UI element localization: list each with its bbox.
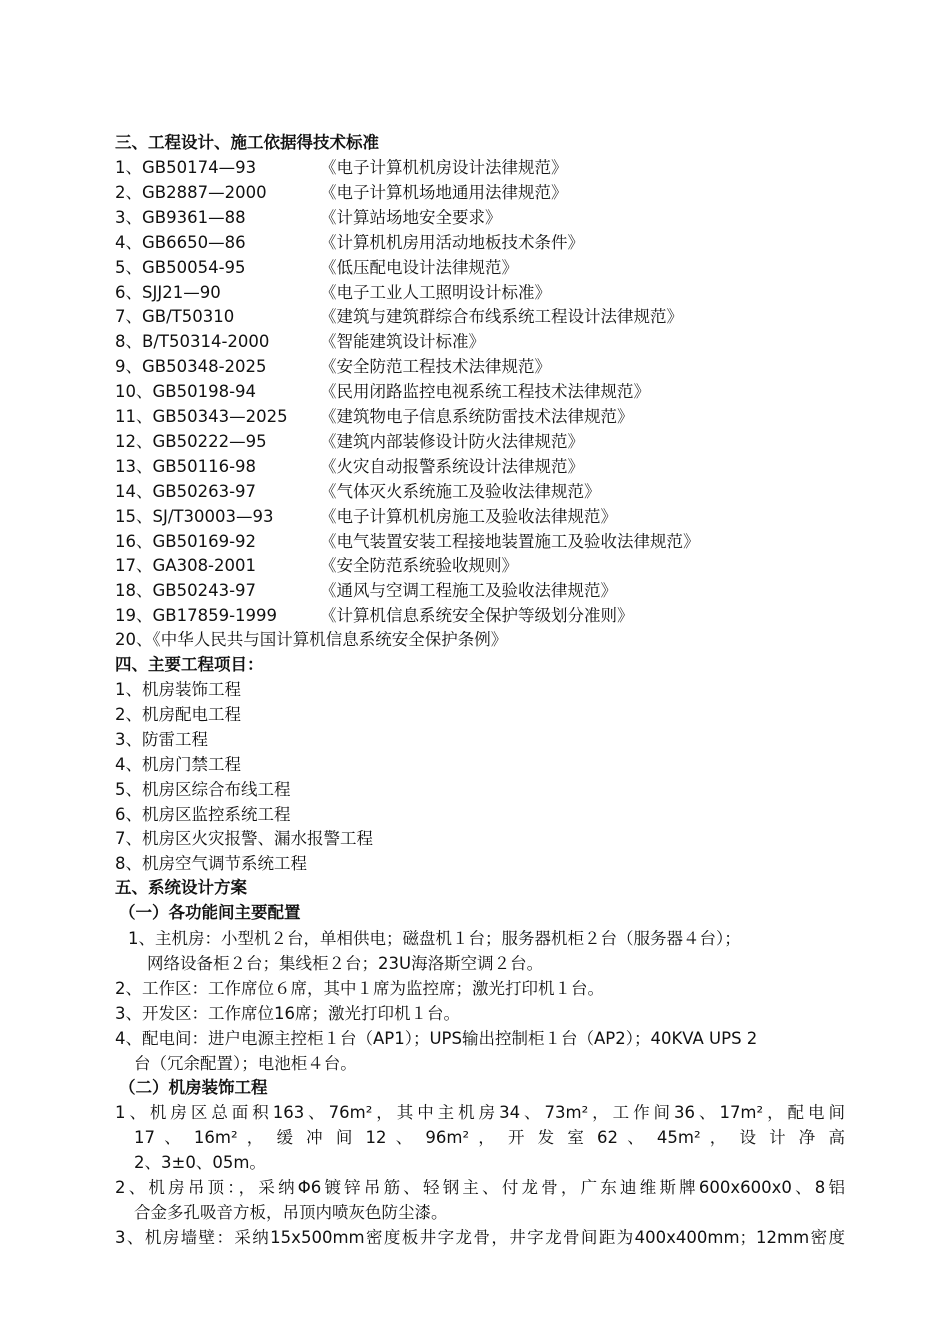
standard-item xyxy=(115,231,584,255)
standard-code: 11、GB50343—2025 xyxy=(115,407,288,426)
decoration-paragraph-1-line-1: 1、机房区总面积163、76m²，其中主机房34、73m²，工作间36、17m²，配电间 xyxy=(115,1103,845,1122)
config-paragraph-4-line-1: 4、配电间：进户电源主控柜１台（AP1）；UPS输出控制柜１台（AP2）；40KVA UPS 2 xyxy=(115,1029,758,1048)
standard-item xyxy=(115,554,518,578)
config-paragraph-3: 3、开发区：工作席位16席；激光打印机１台。 xyxy=(115,1004,460,1023)
config-paragraph-2: 2、工作区：工作席位６席，其中１席为监控席；激光打印机１台。 xyxy=(115,979,604,998)
standard-item xyxy=(115,181,568,205)
standard-item xyxy=(115,505,617,529)
standard-code: 13、GB50116-98 xyxy=(115,456,257,476)
standard-item xyxy=(115,281,551,305)
standard-title: 《火灾自动报警系统设计法律规范》 xyxy=(320,456,584,476)
project-item: 8、机房空气调节系统工程 xyxy=(115,854,307,874)
standard-item xyxy=(115,380,650,404)
standard-code: 19、GB17859-1999 xyxy=(115,606,278,626)
standard-code: 10、GB50198-94 xyxy=(115,382,257,402)
standard-code: 5、GB50054-95 xyxy=(115,257,246,277)
project-item: 3、防雷工程 xyxy=(115,729,208,749)
standard-title: 《智能建筑设计标准》 xyxy=(320,332,485,352)
decoration-paragraph-1-line-3: 2、3±0、05m。 xyxy=(134,1153,266,1172)
decoration-paragraph-3-line-1: 3、机房墙壁：采纳15x500mm密度板井字龙骨，井字龙骨间距为400x400mm；12mm密度 xyxy=(115,1228,845,1247)
standard-title: 《电气装置安装工程接地装置施工及验收法律规范》 xyxy=(320,531,700,551)
project-item: 1、机房装饰工程 xyxy=(115,680,241,699)
standard-item xyxy=(115,156,568,180)
standard-item xyxy=(115,330,485,354)
standard-item xyxy=(115,604,634,628)
standard-item xyxy=(115,256,518,280)
config-paragraph-1-line-1: 1、主机房：小型机２台，单相供电；磁盘机１台；服务器机柜２台（服务器４台）； xyxy=(128,929,741,948)
section5-heading: 五、系统设计方案 xyxy=(115,878,247,897)
standard-title: 《电子工业人工照明设计标准》 xyxy=(320,282,551,302)
standard-code: 4、GB6650—86 xyxy=(115,232,246,252)
standard-code: 16、GB50169-92 xyxy=(115,531,257,551)
standard-item xyxy=(115,579,617,603)
standard-code: 9、GB50348-2025 xyxy=(115,357,267,377)
subsection2-heading: （二）机房装饰工程 xyxy=(119,1078,268,1097)
standard-title: 《计算机机房用活动地板技术条件》 xyxy=(320,232,584,252)
standard-title: 《计算站场地安全要求》 xyxy=(320,207,502,227)
standard-title: 《计算机信息系统安全保护等级划分准则》 xyxy=(320,606,634,626)
standard-code: 6、SJJ21—90 xyxy=(115,282,221,302)
standard-item-20: 20、《中华人民共与国计算机信息系统安全保护条例》 xyxy=(115,630,508,649)
standard-title: 《建筑与建筑群综合布线系统工程设计法律规范》 xyxy=(320,307,683,327)
standard-code: 3、GB9361—88 xyxy=(115,207,246,227)
standard-code: 17、GA308-2001 xyxy=(115,556,257,576)
standard-title: 《安全防范工程技术法律规范》 xyxy=(320,357,551,377)
standard-item xyxy=(115,206,502,230)
decoration-paragraph-1-line-2: 17 、 16m² ， 缓 冲 间 12 、 96m² ， 开 发 室 62 、 45m² ， 设 计 净 高 xyxy=(134,1128,845,1147)
config-paragraph-1-line-2: 网络设备柜２台；集线柜２台；23U海洛斯空调２台。 xyxy=(147,954,544,973)
standard-code: 18、GB50243-97 xyxy=(115,581,257,601)
standard-title: 《电子计算机机房设计法律规范》 xyxy=(320,158,568,177)
decoration-paragraph-2-line-1: 2、机房吊顶：，采纳Φ6镀锌吊筋、轻钢主、付龙骨，广东迪维斯牌600x600x0、8铝 xyxy=(115,1178,845,1197)
decoration-paragraph-2-line-2: 合金多孔吸音方板，吊顶内喷灰色防尘漆。 xyxy=(134,1203,448,1222)
standard-item xyxy=(115,305,683,329)
standard-code: 14、GB50263-97 xyxy=(115,481,257,501)
section3-heading: 三、工程设计、施工依据得技术标准 xyxy=(115,133,379,152)
project-item: 4、机房门禁工程 xyxy=(115,754,241,774)
standard-title: 《通风与空调工程施工及验收法律规范》 xyxy=(320,581,617,601)
standard-title: 《建筑内部装修设计防火法律规范》 xyxy=(320,431,584,451)
standard-item xyxy=(115,355,551,379)
standard-item xyxy=(115,530,700,554)
standard-code: 1、GB50174—93 xyxy=(115,158,257,177)
standard-code: 8、B/T50314-2000 xyxy=(115,332,270,352)
standard-title: 《安全防范系统验收规则》 xyxy=(320,556,518,576)
project-item: 5、机房区综合布线工程 xyxy=(115,779,291,799)
project-item: 7、机房区火灾报警、漏水报警工程 xyxy=(115,829,373,849)
project-item: 6、机房区监控系统工程 xyxy=(115,804,291,824)
standard-item xyxy=(115,455,584,479)
standard-item xyxy=(115,430,584,454)
standard-code: 12、GB50222—95 xyxy=(115,431,267,451)
standard-code: 7、GB/T50310 xyxy=(115,307,235,327)
config-paragraph-4-line-2: 台（冗余配置）；电池柜４台。 xyxy=(134,1054,357,1073)
subsection1-heading: （一）各功能间主要配置 xyxy=(119,903,301,922)
standard-title: 《气体灭火系统施工及验收法律规范》 xyxy=(320,481,601,501)
standard-code: 15、SJ/T30003—93 xyxy=(115,506,274,526)
standard-title: 《建筑物电子信息系统防雷技术法律规范》 xyxy=(320,407,634,426)
standard-title: 《电子计算机机房施工及验收法律规范》 xyxy=(320,506,617,526)
standard-title: 《低压配电设计法律规范》 xyxy=(320,257,518,277)
project-item: 2、机房配电工程 xyxy=(115,704,241,724)
standard-title: 《电子计算机场地通用法律规范》 xyxy=(320,182,568,202)
standard-title: 《民用闭路监控电视系统工程技术法律规范》 xyxy=(320,382,650,402)
standard-item xyxy=(115,480,601,504)
section4-heading: 四、主要工程项目： xyxy=(115,655,264,674)
standard-code: 2、GB2887—2000 xyxy=(115,182,267,202)
standard-item xyxy=(115,405,634,429)
